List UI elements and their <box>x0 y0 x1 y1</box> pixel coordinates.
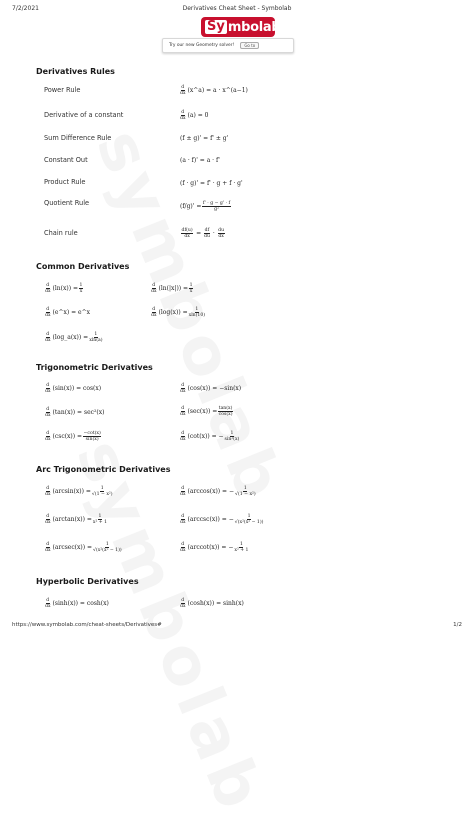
ddx-operator: $\frac{d}{dx}$ <box>180 110 186 121</box>
logo-sy: Sy <box>207 19 225 34</box>
formula-power-rule: $\frac{d}{dx}$ (x^a) = a · x^(a−1) <box>180 85 248 96</box>
section-title-common: Common Derivatives <box>36 262 130 271</box>
section-title-trig: Trigonometric Derivatives <box>36 363 153 372</box>
rule-label: Constant Out <box>44 156 88 164</box>
ddx-operator: $\frac{d}{dx}$ <box>180 85 186 96</box>
formula-cos: $\frac{d}{dx}$ (cos(x)) = −sin(x) <box>180 383 242 394</box>
formula-ln-abs: $\frac{d}{dx}$ (ln(|x|)) = $\frac{1}{x}$ <box>151 283 193 294</box>
print-date: 7/2/2021 <box>12 5 39 12</box>
formula-arcsec: $\frac{d}{dx}$ (arcsec(x)) = $\frac{1}{\text{√(x²(x² − 1))}}$ <box>45 542 122 553</box>
promo-text: Try our new Geometry solver! <box>169 43 235 48</box>
section-title-hyperbolic: Hyperbolic Derivatives <box>36 577 139 586</box>
formula-sin: $\frac{d}{dx}$ (sin(x)) = cos(x) <box>45 383 102 394</box>
page-number: 1/2 <box>453 622 462 628</box>
formula-log: $\frac{d}{dx}$ (log(x)) = $\frac{1}{xln(10)}$ <box>151 307 206 318</box>
rule-label: Derivative of a constant <box>44 111 124 119</box>
formula-cosh: $\frac{d}{dx}$ (cosh(x)) = sinh(x) <box>180 598 244 609</box>
formula-log-a: $\frac{d}{dx}$ (log_a(x)) = $\frac{1}{xln(a)}$ <box>45 332 103 343</box>
logo-rest: mbolab <box>227 19 281 35</box>
print-url: https://www.symbolab.com/cheat-sheets/Derivatives# <box>12 622 162 628</box>
formula-sinh: $\frac{d}{dx}$ (sinh(x)) = cosh(x) <box>45 598 109 609</box>
formula-csc: $\frac{d}{dx}$ (csc(x)) = $\frac{-\cot(x)}{\sin(x)}$ <box>45 431 101 442</box>
formula-quotient-rule: (f/g)' = $\frac{f' \cdot g - g' \cdot f}{\text{g²}}$ <box>180 201 231 212</box>
formula-arctan: $\frac{d}{dx}$ (arctan(x)) = $\frac{1}{\text{x² + 1}}$ <box>45 514 108 525</box>
formula-exp: $\frac{d}{dx}$ (e^x) = e^x <box>45 307 90 318</box>
formula-sec: $\frac{d}{dx}$ (sec(x)) = $\frac{\tan(x)}{\cos(x)}$ <box>180 406 233 417</box>
formula-constant: $\frac{d}{dx}$ (a) = 0 <box>180 110 209 121</box>
formula-chain-rule: $\frac{df(u)}{dx}$ = $\frac{df}{du}$ · $\frac{du}{dx}$ <box>181 228 225 239</box>
rule-label: Product Rule <box>44 178 86 186</box>
rule-label: Chain rule <box>44 229 78 237</box>
formula-cot: $\frac{d}{dx}$ (cot(x)) = − $\frac{1}{\text{sin²(x)}}$ <box>180 431 240 442</box>
formula-arccos: $\frac{d}{dx}$ (arccos(x)) = − $\frac{1}{\text{√(1 − x²)}}$ <box>180 486 256 497</box>
formula-arcsin: $\frac{d}{dx}$ (arcsin(x)) = $\frac{1}{\text{√(1 − x²)}}$ <box>45 486 113 497</box>
promo-banner <box>162 38 294 53</box>
formula-arccot: $\frac{d}{dx}$ (arccot(x)) = − $\frac{1}{\text{x² + 1}}$ <box>180 542 249 553</box>
formula-constant-out: (a · f)' = a · f' <box>180 157 220 164</box>
formula-ln: $\frac{d}{dx}$ (ln(x)) = $\frac{1}{x}$ <box>45 283 83 294</box>
formula-sum-difference: (f ± g)' = f' ± g' <box>180 135 229 142</box>
section-title-rules: Derivatives Rules <box>36 67 115 76</box>
promo-go-button[interactable]: Go to <box>240 42 259 49</box>
symbolab-logo[interactable] <box>201 17 281 37</box>
section-title-arc: Arc Trigonometric Derivatives <box>36 465 171 474</box>
formula-product-rule: (f · g)' = f' · g + f · g' <box>180 180 243 187</box>
rule-label: Sum Difference Rule <box>44 134 112 142</box>
formula-arccsc: $\frac{d}{dx}$ (arccsc(x)) = − $\frac{1}{\text{√(x²(x² − 1))}}$ <box>180 514 264 525</box>
print-title: Derivatives Cheat Sheet - Symbolab <box>182 5 292 12</box>
rule-label: Power Rule <box>44 86 81 94</box>
formula-tan: $\frac{d}{dx}$ (tan(x)) = sec²(x) <box>45 407 105 418</box>
rule-label: Quotient Rule <box>44 199 90 207</box>
